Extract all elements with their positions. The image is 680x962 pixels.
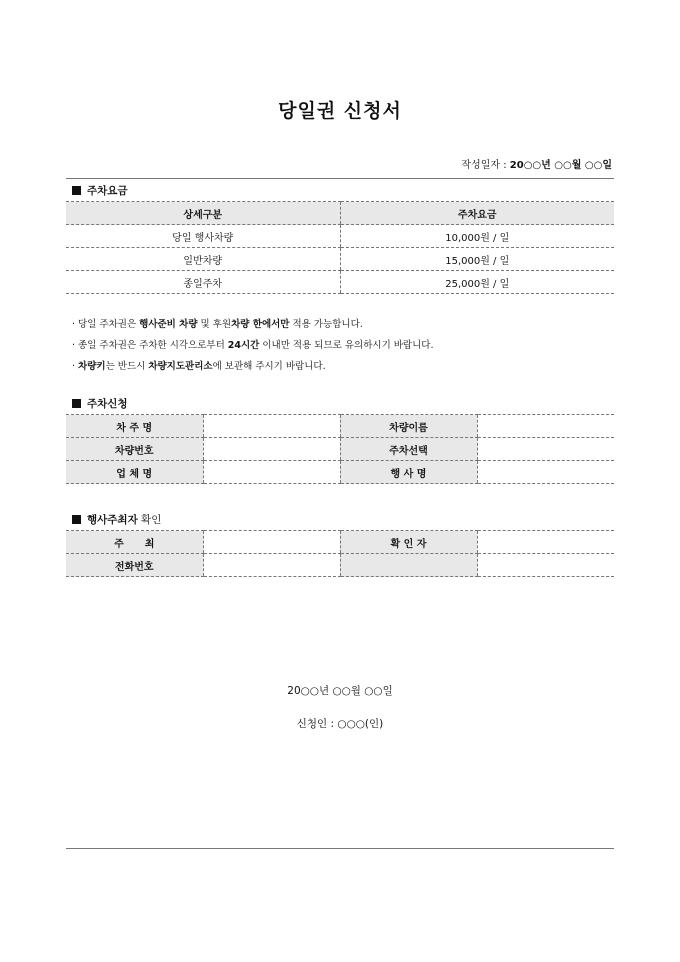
table-row (66, 225, 614, 248)
written-date-label: 작성일자 : (461, 160, 507, 171)
field-label: 차 주 명 (66, 415, 203, 438)
fee-col-category: 상세구분 (66, 202, 340, 225)
table-row (66, 438, 614, 461)
plate-number-field[interactable] (203, 438, 340, 461)
field-label: 주차선택 (340, 438, 477, 461)
notice-list (72, 314, 434, 377)
bottom-divider (66, 848, 614, 849)
fee-category: 종일주차 (66, 271, 340, 294)
table-row (66, 271, 614, 294)
notice-item: · 당일 주차권은 행사준비 차량 및 후원차량 한에서만 적용 가능합니다. (72, 319, 363, 330)
square-bullet-icon (72, 515, 81, 524)
apply-table (66, 414, 614, 484)
applicant-line (0, 716, 680, 731)
apply-section-heading (72, 396, 128, 411)
table-row (66, 248, 614, 271)
field-label: 확 인 자 (340, 531, 477, 554)
table-row (66, 531, 614, 554)
table-row (66, 415, 614, 438)
written-date-value: 20○○년 ○○월 ○○일 (509, 160, 612, 171)
host-section-heading (72, 512, 161, 527)
fee-col-fee: 주차요금 (340, 202, 614, 225)
fee-category: 일반차량 (66, 248, 340, 271)
field-label: 행 사 명 (340, 461, 477, 484)
fee-amount: 10,000원 / 일 (340, 225, 614, 248)
applicant-value: ○○○(인) (337, 718, 384, 730)
confirmer-field[interactable] (477, 531, 614, 554)
field-label: 차량이름 (340, 415, 477, 438)
field-label: 주 최 (66, 531, 203, 554)
host-section-title: 행사주최자 (87, 514, 138, 526)
fee-amount: 15,000원 / 일 (340, 248, 614, 271)
host-table (66, 530, 614, 577)
empty-label-cell (340, 554, 477, 577)
page-title: 당일권 신청서 (278, 100, 402, 122)
event-name-field[interactable] (477, 461, 614, 484)
parking-choice-field[interactable] (477, 438, 614, 461)
written-date (461, 156, 612, 171)
vehicle-name-field[interactable] (477, 415, 614, 438)
notice-item: · 종일 주차권은 주차한 시각으로부터 24시간 이내만 적용 되므로 유의하시기 바랍니다. (72, 340, 434, 351)
phone-field[interactable] (203, 554, 340, 577)
fee-amount: 25,000원 / 일 (340, 271, 614, 294)
fee-table-header (66, 202, 614, 225)
square-bullet-icon (72, 399, 81, 408)
fee-category: 당일 행사차량 (66, 225, 340, 248)
apply-section-title: 주차신청 (87, 398, 128, 410)
signature-date: 20○○년 ○○월 ○○일 (287, 685, 393, 697)
top-divider (66, 178, 614, 179)
square-bullet-icon (72, 186, 81, 195)
field-label: 업 체 명 (66, 461, 203, 484)
host-field[interactable] (203, 531, 340, 554)
fee-section-title: 주차요금 (87, 185, 128, 197)
company-name-field[interactable] (203, 461, 340, 484)
host-section-title-rest: 확인 (137, 514, 162, 526)
field-label: 전화번호 (66, 554, 203, 577)
owner-name-field[interactable] (203, 415, 340, 438)
table-row (66, 461, 614, 484)
fee-section-heading (72, 183, 128, 198)
field-label: 차량번호 (66, 438, 203, 461)
empty-field[interactable] (477, 554, 614, 577)
fee-table (66, 201, 614, 294)
applicant-label: 신청인 : (296, 718, 335, 730)
table-row (66, 554, 614, 577)
notice-item: · 차량키는 반드시 차량지도관리소에 보관해 주시기 바랍니다. (72, 361, 326, 372)
